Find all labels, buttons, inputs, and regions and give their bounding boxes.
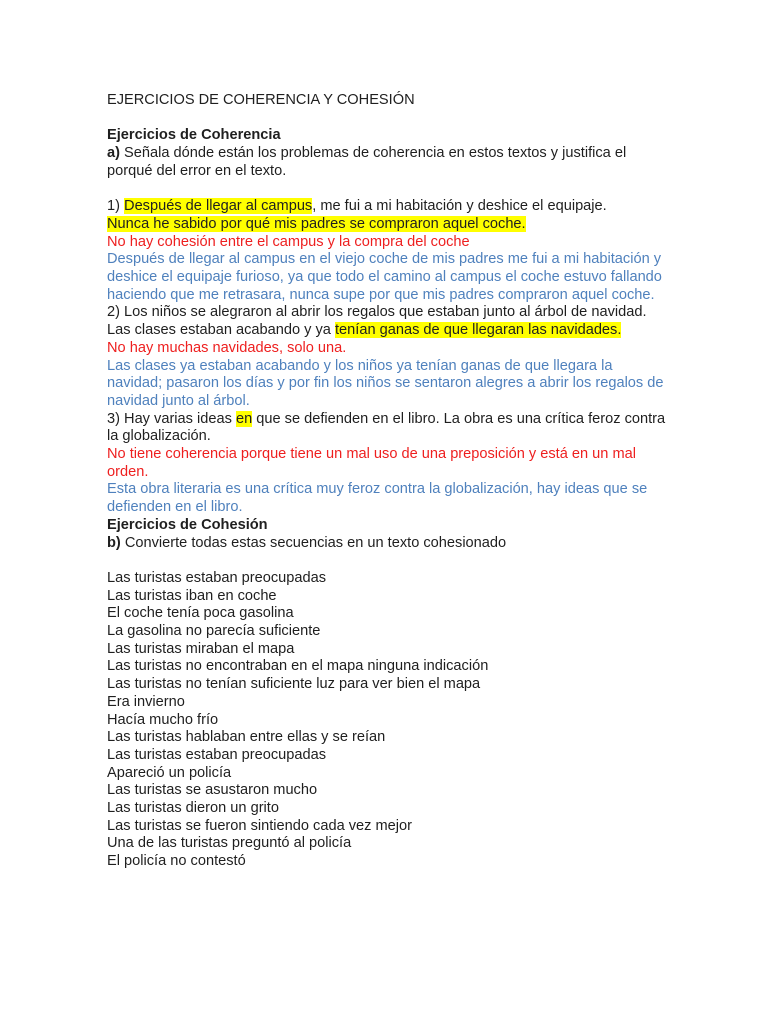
coherence-instruction xyxy=(107,145,667,180)
sequence-item: Las turistas se asustaron mucho xyxy=(107,782,318,799)
exercise-2-highlight: tenían ganas de que llegaran las navidades. xyxy=(334,322,622,339)
exercise-1-note: No hay cohesión entre el campus y la compra del coche xyxy=(107,233,470,250)
document-page xyxy=(107,92,667,871)
cohesion-heading: Ejercicios de Cohesión xyxy=(107,516,268,533)
exercise-3-before: 3) Hay varias ideas xyxy=(107,410,236,427)
instruction-text-b: Convierte todas estas secuencias en un texto cohesionado xyxy=(120,534,507,551)
sequence-item: Las turistas se fueron sintiendo cada vez mejor xyxy=(107,817,413,834)
sequence-item: Las turistas no tenían suficiente luz para ver bien el mapa xyxy=(107,676,481,693)
exercise-2-text xyxy=(107,304,667,339)
spacer xyxy=(107,181,667,199)
document-title: EJERCICIOS DE COHERENCIA Y COHESIÓN xyxy=(107,92,415,108)
exercise-3-fix: Esta obra literaria es una crítica muy feroz contra la globalización, hay ideas que se defienden en el libro. xyxy=(107,481,648,516)
sequence-item: Las turistas iban en coche xyxy=(107,587,277,604)
spacer xyxy=(107,552,667,570)
cohesion-instruction xyxy=(107,535,667,553)
sequence-item: Hacía mucho frío xyxy=(107,711,219,728)
exercise-1-fix: Después de llegar al campus en el viejo coche de mis padres me fui a mi habitación y deshice el equipaje furioso, ya que todo el camino al campus el coche estuvo fallando haciendo que me retrasara, nunca supe por que mis padres compraron aquel coche. xyxy=(107,251,662,303)
sequence-item: El policía no contestó xyxy=(107,853,246,870)
instruction-label-a: a) xyxy=(107,145,120,162)
sequence-item: Las turistas estaban preocupadas xyxy=(107,746,327,763)
exercise-3-highlight: en xyxy=(235,410,253,427)
exercise-3-after: que se defienden en el libro. La obra es una crítica feroz contra la globalización. xyxy=(107,410,666,445)
sequence-item: Apareció un policía xyxy=(107,764,232,781)
exercise-1-line-2 xyxy=(107,216,667,234)
sequence-item: Era invierno xyxy=(107,693,185,710)
sequence-item: La gasolina no parecía suficiente xyxy=(107,623,321,640)
exercise-2-note: No hay muchas navidades, solo una. xyxy=(107,339,347,356)
coherence-heading: Ejercicios de Coherencia xyxy=(107,127,281,144)
exercise-3-text xyxy=(107,411,667,446)
sequence-item: Las turistas hablaban entre ellas y se reían xyxy=(107,729,386,746)
sequence-item: Las turistas miraban el mapa xyxy=(107,640,295,657)
exercise-2-fix: Las clases ya estaban acabando y los niños ya tenían ganas de que llegara la navidad; pasaron los días y por fin los niños se sentaron alegres a abrir los regalos de navidad junto al árbol. xyxy=(107,357,664,409)
sequence-item: Una de las turistas preguntó al policía xyxy=(107,835,352,852)
sequence-item: Las turistas dieron un grito xyxy=(107,800,279,817)
exercise-1-text xyxy=(107,198,667,216)
exercise-1-highlight-1: Después de llegar al campus xyxy=(124,198,313,215)
exercise-1-number: 1) xyxy=(107,198,125,215)
exercise-1-rest: , me fui a mi habitación y deshice el equipaje. xyxy=(312,198,607,215)
instruction-text-a: Señala dónde están los problemas de coherencia en estos textos y justifica el porqué del error en el texto. xyxy=(107,145,627,179)
sequence-list xyxy=(107,570,667,871)
sequence-item: Las turistas estaban preocupadas xyxy=(107,569,327,586)
exercise-2-before: 2) Los niños se alegraron al abrir los regalos que estaban junto al árbol de navidad. Las clases estaban acabando y ya xyxy=(107,304,647,339)
sequence-item: Las turistas no encontraban en el mapa ninguna indicación xyxy=(107,658,489,675)
spacer xyxy=(107,110,667,128)
sequence-item: El coche tenía poca gasolina xyxy=(107,605,294,622)
instruction-label-b: b) xyxy=(107,534,121,551)
exercise-1-highlight-2: Nunca he sabido por qué mis padres se compraron aquel coche. xyxy=(107,215,526,232)
exercise-3-note: No tiene coherencia porque tiene un mal uso de una preposición y está en un mal orden. xyxy=(107,446,636,480)
